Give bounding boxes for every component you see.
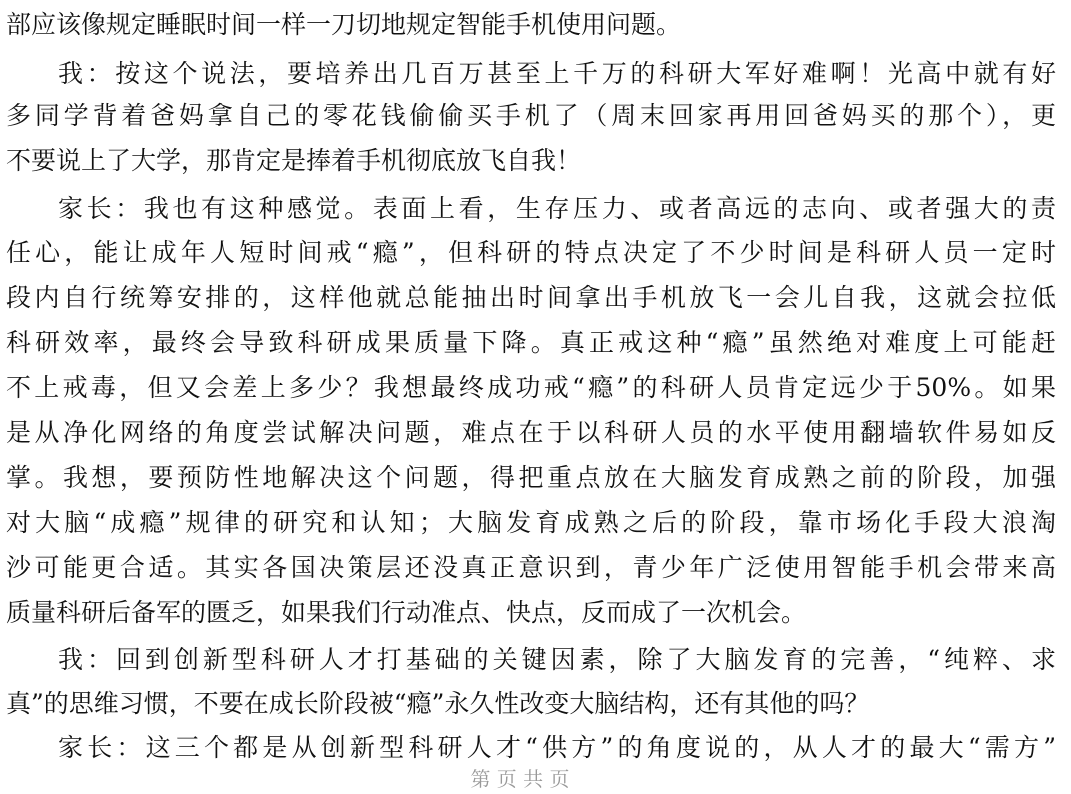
- text-line: 沙可能更合适。其实各国决策层还没真正意识到，青少年广泛使用智能手机会带来高: [6, 553, 1056, 582]
- text-line: 我：按这个说法，要培养出几百万甚至上千万的科研大军好难啊！光高中就有好: [58, 59, 1056, 88]
- text-line: 掌。我想，要预防性地解决这个问题，得把重点放在大脑发育成熟之前的阶段，加强: [6, 463, 1056, 492]
- text-line: 家长：这三个都是从创新型科研人才“供方”的角度说的，从人才的最大“需方”: [58, 733, 1056, 762]
- text-line: 不要说上了大学，那肯定是捧着手机彻底放飞自我！: [6, 146, 582, 175]
- text-line: 段内自行统筹安排的，这样他就总能抽出时间拿出手机放飞一会儿自我，这就会拉低: [6, 283, 1056, 312]
- text-line: 科研效率，最终会导致科研成果质量下降。真正戒这种“瘾”虽然绝对难度上可能赶: [6, 328, 1056, 357]
- text-line: 是从净化网络的角度尝试解决问题，难点在于以科研人员的水平使用翻墙软件易如反: [6, 418, 1056, 447]
- text-line: 家长：我也有这种感觉。表面上看，生存压力、或者高远的志向、或者强大的责: [58, 194, 1056, 223]
- text-line: 质量科研后备军的匮乏，如果我们行动准点、快点，反而成了一次机会。: [6, 598, 807, 627]
- text-line: 我：回到创新型科研人才打基础的关键因素，除了大脑发育的完善，“纯粹、求: [58, 645, 1056, 674]
- text-line: 任心，能让成年人短时间戒“瘾”，但科研的特点决定了不少时间是科研人员一定时: [6, 238, 1056, 267]
- text-line: 部应该像规定睡眠时间一样一刀切地规定智能手机使用问题。: [6, 10, 682, 39]
- text-line: 对大脑“成瘾”规律的研究和认知；大脑发育成熟之后的阶段，靠市场化手段大浪淘: [6, 508, 1056, 537]
- text-line: 不上戒毒，但又会差上多少？我想最终成功戒“瘾”的科研人员肯定远少于50%。如果: [6, 373, 1056, 402]
- page-footer: 第 页 共 页: [470, 767, 570, 791]
- text-line: 真”的思维习惯，不要在成长阶段被“瘾”永久性改变大脑结构，还有其他的吗？: [6, 689, 870, 718]
- text-line: 多同学背着爸妈拿自己的零花钱偷偷买手机了（周末回家再用回爸妈买的那个），更: [6, 101, 1056, 130]
